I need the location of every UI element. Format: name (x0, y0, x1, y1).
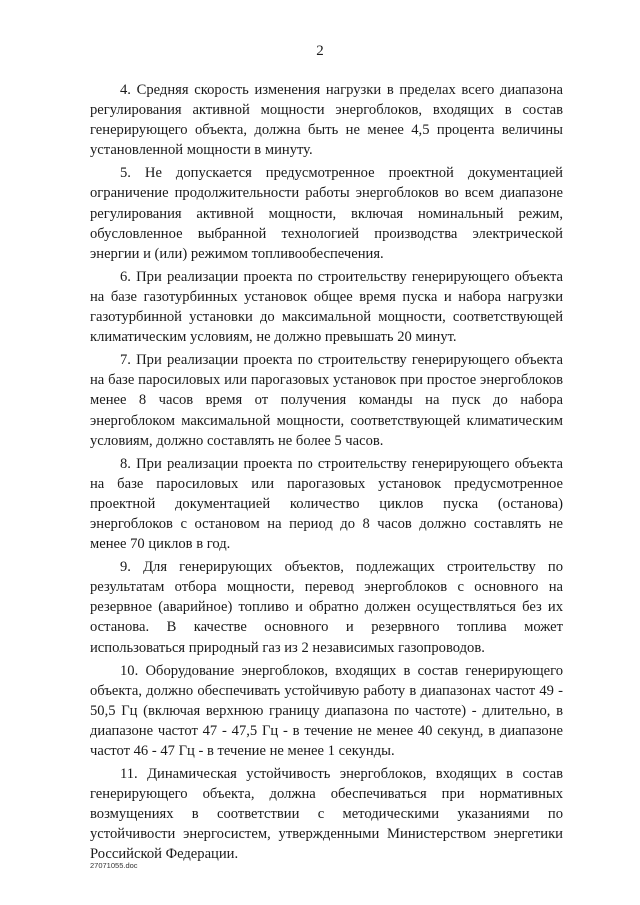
paragraph-10: 10. Оборудование энергоблоков, входящих в состав генерирующего объекта, должно обеспечивать устойчивую работу в диапазонах частот 49 - 50,5 Гц (включая верхнюю границу диапазона по частоте) - длительно, в диапазоне частот 47 - 47,5 Гц - в течение не менее 40 секунд, в диапазоне частот 46 - 47 Гц - в течение не менее 1 секунды. (90, 662, 563, 759)
file-name-footer: 27071055.doc (90, 861, 138, 870)
paragraph-4: 4. Средняя скорость изменения нагрузки в пределах всего диапазона регулирования активной мощности энергоблоков, входящих в состав генерирующего объекта, должна быть не менее 4,5 процента величины установленной мощности в минуту. (90, 82, 563, 159)
page-number: 2 (316, 43, 324, 59)
paragraph-8: 8. При реализации проекта по строительству генерирующего объекта на базе паросиловых или парогазовых установок предусмотренное проектной документацией количество циклов пуска (останова) энергоблоков с остановом на период до 8 часов должно составлять не менее 70 циклов в год. (90, 455, 563, 553)
paragraph-9: 9. Для генерирующих объектов, подлежащих строительству по результатам отбора мощности, перевод энергоблоков с основного на резервное (аварийное) топливо и обратно должен осуществляться без их останова. В качестве основного и резервного топлива может использоваться природный газ из 2 независимых газопроводов. (90, 559, 563, 656)
paragraph-6: 6. При реализации проекта по строительству генерирующего объекта на базе газотурбинных установок общее время пуска и набора нагрузки газотурбинной установки до максимальной мощности, соответствующей климатическим условиям, не должно превышать 20 минут. (90, 268, 563, 346)
paragraph-7: 7. При реализации проекта по строительству генерирующего объекта на базе паросиловых или парогазовых установок при простое энергоблоков менее 8 часов время от получения команды на пуск до набора энергоблоком максимальной мощности, соответствующей климатическим условиям, должно составлять не более 5 часов. (90, 352, 563, 449)
paragraph-5: 5. Не допускается предусмотренное проектной документацией ограничение продолжительности работы энергоблоков во всем диапазоне регулирования активной мощности, включая номинальный режим, обусловленное выбранной технологией производства электрической энергии и (или) режимом топливообеспечения. (90, 165, 563, 262)
document-body (90, 80, 563, 868)
paragraph-11: 11. Динамическая устойчивость энергоблоков, входящих в состав генерирующего объекта, должна обеспечиваться при нормативных возмущениях в соответствии с методическими указаниями по устойчивости энергосистем, утвержденными Министерством энергетики Российской Федерации. (90, 766, 563, 863)
